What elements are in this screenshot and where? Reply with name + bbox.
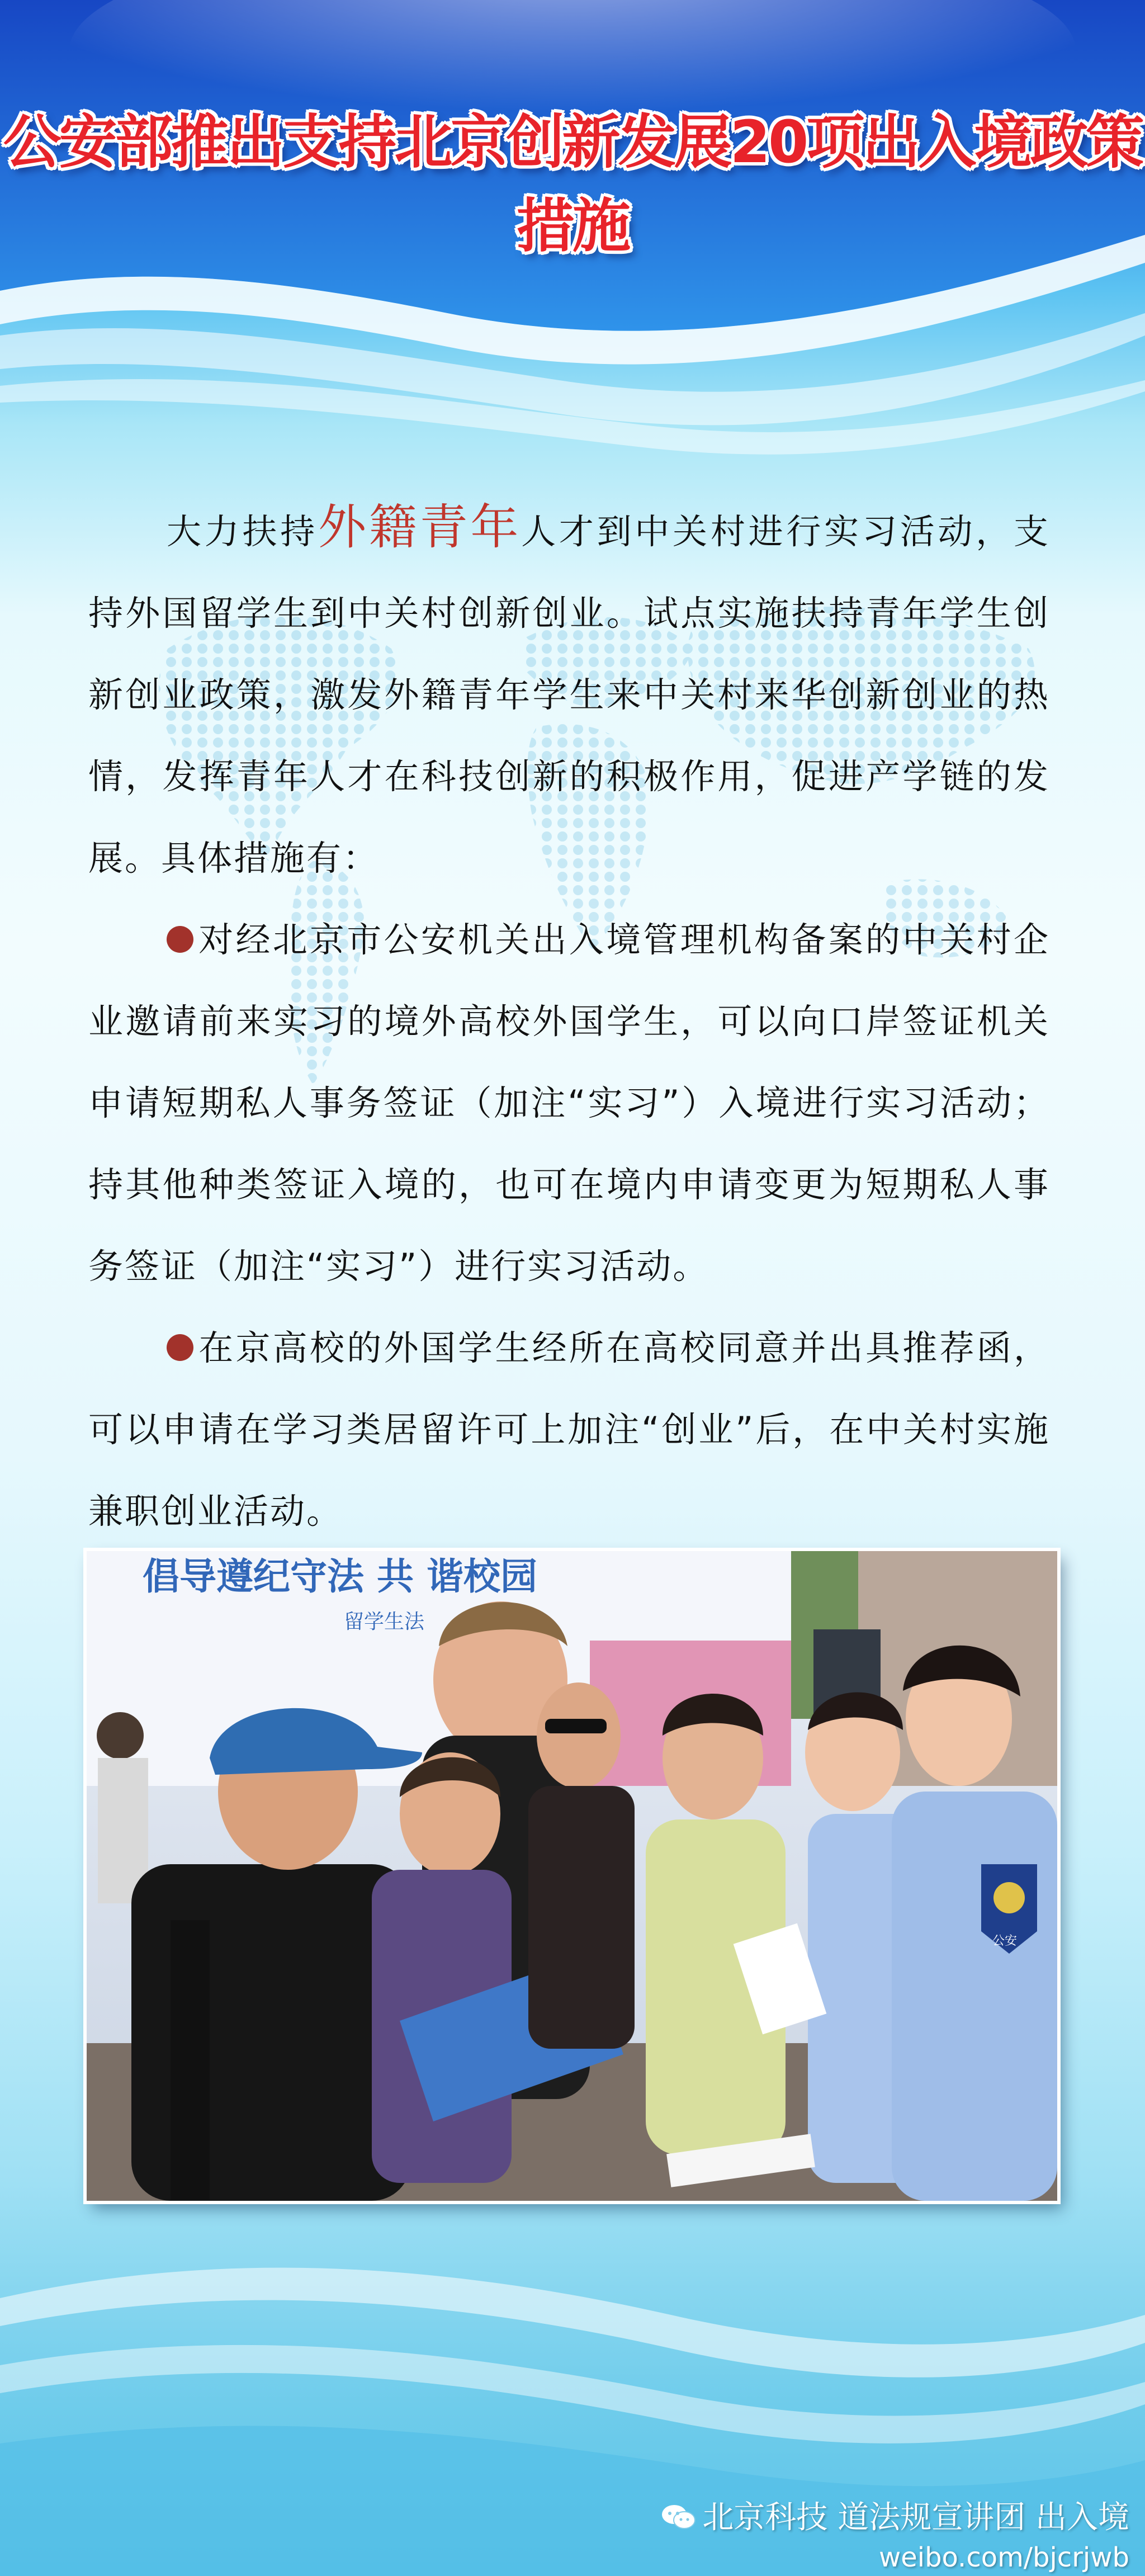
page-title: 公安部推出支持北京创新发展20项出入境政策措施 — [3, 108, 1142, 260]
intro-post: 人才到中关村进行实习活动，支持外国留学生到中关村创新创业。试点实施扶持青年学生创新创业政策，激发外籍青年学生来中关村来华创新创业的热情，发挥青年人才在科技创新的积极作用，促进产学链的发展。具体措施有： — [88, 511, 1050, 878]
bullet-icon — [167, 1334, 193, 1361]
watermark-line1-text: 北京科技 道法规宣讲团 出入境 — [702, 2499, 1129, 2536]
photo-badge-text: 公安 — [992, 1934, 1018, 1948]
photo-people-icon — [87, 1551, 1057, 2201]
intro-pre: 大力扶持 — [167, 511, 319, 552]
photo-banner-sub: 留学生法 — [344, 1610, 425, 1633]
measure-item — [88, 1307, 1050, 1552]
wechat-icon — [661, 2503, 697, 2531]
measure-text: 在京高校的外国学生经所在高校同意并出具推荐函，可以申请在学习类居留许可上加注“创业”后，在中关村实施兼职创业活动。 — [88, 1327, 1050, 1532]
policy-content — [88, 486, 1050, 1552]
measure-text: 对经北京市公安机关出入境管理机构备案的中关村企业邀请前来实习的境外高校外国学生，可以向口岸签证机关申请短期私人事务签证（加注“实习”）入境进行实习活动；持其他种类签证入境的，也可在境内申请变更为短期私人事务签证（加注“实习”）进行实习活动。 — [88, 919, 1050, 1287]
measure-item — [88, 899, 1050, 1307]
photo-banner-text: 倡导遵纪守法 共 谐校园 — [143, 1555, 537, 1598]
bullet-icon — [167, 926, 193, 953]
event-photo — [87, 1551, 1057, 2201]
watermark-line1 — [626, 2498, 1129, 2537]
watermark-line2: weibo.com/bjcrjwb — [878, 2542, 1129, 2573]
intro-highlight: 外籍青年 — [318, 499, 522, 555]
watermark — [626, 2498, 1129, 2574]
intro-paragraph — [88, 486, 1050, 899]
